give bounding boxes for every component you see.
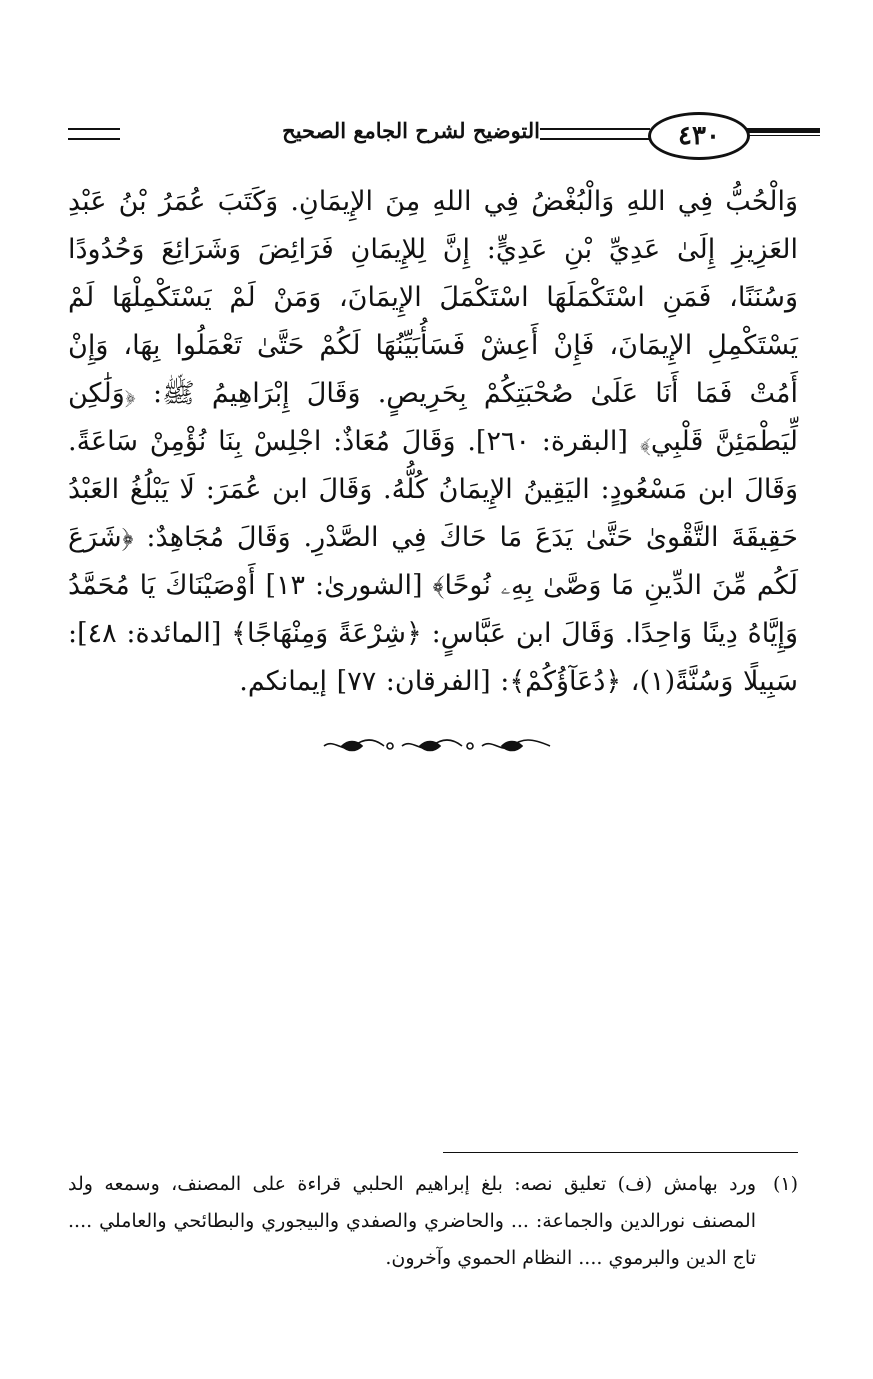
page-number: ٤٣٠ bbox=[678, 121, 720, 151]
page-header bbox=[60, 100, 820, 170]
footnote-text: ورد بهامش (ف) تعليق نصه: بلغ إبراهيم الحلبي قراءة على المصنف، وسمعه ولد المصنف نورالدين والجماعة: ... والحاضري والصفدي والبيجوري والبطائحي والعاملي .... تاج الدين والبرموي .... النظام الحموي وآخرون. bbox=[68, 1173, 756, 1269]
footnote-separator bbox=[443, 1152, 798, 1153]
page-number-badge bbox=[648, 112, 750, 160]
main-text bbox=[68, 178, 798, 706]
header-rule-middle bbox=[540, 128, 650, 140]
footnotes bbox=[68, 1166, 798, 1277]
floral-ornament-icon bbox=[320, 734, 555, 758]
footnote-marker: (١) bbox=[772, 1173, 798, 1195]
running-title: التوضيح لشرح الجامع الصحيح bbox=[282, 118, 540, 143]
body-paragraph: وَالْحُبُّ فِي اللهِ وَالْبُغْضُ فِي اللهِ مِنَ الإِيمَانِ. وَكَتَبَ عُمَرُ بْنُ عَبْدِ العَزِيزِ إِلَىٰ عَدِيِّ بْنِ عَدِيٍّ: إِنَّ لِلإِيمَانِ فَرَائِضَ وَشَرَائِعَ وَحُدُودًا وَسُنَنًا، فَمَنِ اسْتَكْمَلَهَا اسْتَكْمَلَ الإِيمَانَ، وَمَنْ لَمْ يَسْتَكْمِلْهَا لَمْ يَسْتَكْمِلِ الإِيمَانَ، فَإِنْ أَعِشْ فَسَأُبَيِّنُهَا لَكُمْ حَتَّىٰ تَعْمَلُوا بِهَا، وَإِنْ أَمُتْ فَمَا أَنَا عَلَىٰ صُحْبَتِكُمْ بِحَرِيصٍ. وَقَالَ إِبْرَاهِيمُ ﷺ: ﴿وَلَٰكِن لِّيَطْمَئِنَّ قَلْبِي﴾ [البقرة: ٢٦٠]. وَقَالَ مُعَاذٌ: اجْلِسْ بِنَا نُؤْمِنْ سَاعَةً. وَقَالَ ابن مَسْعُودٍ: اليَقِينُ الإِيمَانُ كُلُّهُ. وَقَالَ ابن عُمَرَ: لَا يَبْلُغُ العَبْدُ حَقِيقَةَ التَّقْوىٰ حَتَّىٰ يَدَعَ مَا حَاكَ فِي الصَّدْرِ. وَقَالَ مُجَاهِدٌ: ﴿شَرَعَ لَكُم مِّنَ الدِّينِ مَا وَصَّىٰ بِهِۦ نُوحًا﴾ [الشورىٰ: ١٣] أَوْصَيْنَاكَ يَا مُحَمَّدُ وَإِيَّاهُ دِينًا وَاحِدًا. وَقَالَ ابن عَبَّاسٍ: ﴿شِرْعَةً وَمِنْهَاجًا﴾ [المائدة: ٤٨]: سَبِيلًا وَسُنَّةً(١)، ﴿دُعَآؤُكُمْ﴾: [الفرقان: ٧٧] إيمانكم. bbox=[68, 186, 798, 697]
header-rule-right bbox=[746, 128, 820, 136]
footnote bbox=[68, 1166, 798, 1277]
header-rule-left bbox=[68, 128, 120, 140]
